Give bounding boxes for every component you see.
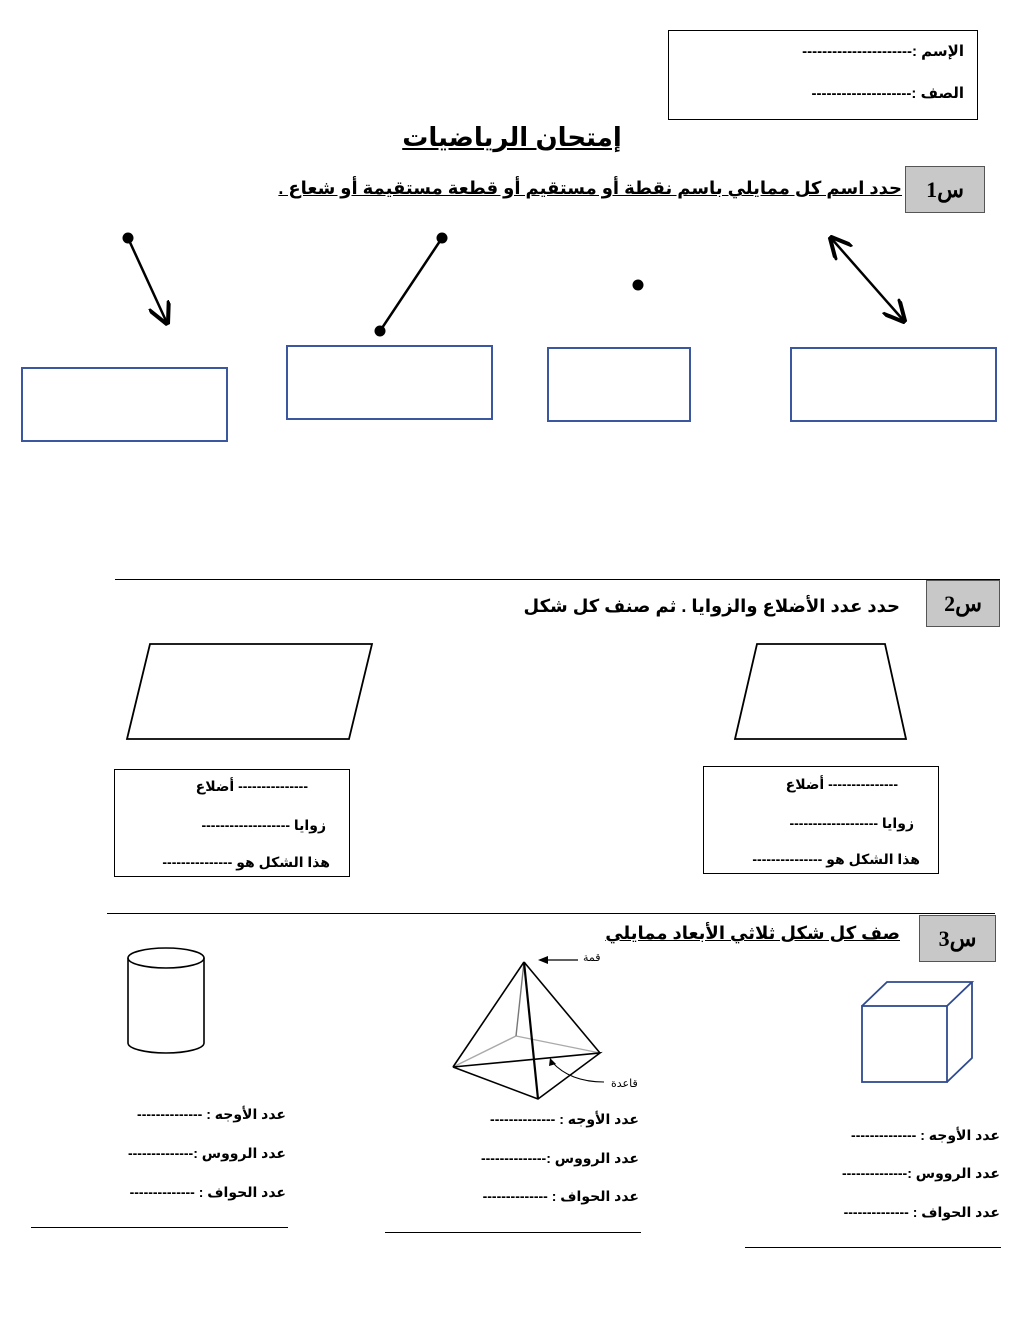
ray-figure (123, 233, 168, 324)
question-1-number: س1 (905, 166, 985, 213)
answer-box-segment[interactable] (286, 345, 493, 420)
cylinder-underline (31, 1227, 288, 1228)
trapezoid-shape (735, 644, 906, 739)
pyramid-vertices-field[interactable]: عدد الرووس :-------------- (480, 1150, 639, 1166)
cube-underline (745, 1247, 1001, 1248)
trapezoid-angles-field[interactable]: زوايا ------------------- (789, 815, 914, 831)
pyramid-base-label: قاعدة (611, 1078, 638, 1090)
section-divider-1 (115, 579, 1000, 580)
section-divider-2 (107, 913, 995, 914)
pyramid-apex-label: قمة (583, 952, 601, 964)
cube-faces-field[interactable]: عدد الأوجه : -------------- (851, 1127, 1000, 1143)
line-figure (831, 238, 904, 321)
parallelogram-sides-field[interactable]: --------------- أضلاع (195, 778, 308, 794)
question-3-text: صف كل شكل ثلاثي الأبعاد ممايلي (605, 923, 900, 943)
pyramid-faces-field[interactable]: عدد الأوجه : -------------- (490, 1111, 639, 1127)
question-2-text: حدد عدد الأضلاع والزوايا . ثم صنف كل شكل (523, 596, 900, 616)
answer-box-point[interactable] (547, 347, 691, 422)
question-3-number: س3 (919, 915, 996, 962)
class-field[interactable]: الصف :-------------------- (811, 85, 964, 102)
cylinder-shape (128, 948, 204, 1053)
cylinder-faces-field[interactable]: عدد الأوجه : -------------- (137, 1106, 286, 1122)
cylinder-edges-field[interactable]: عدد الحواف : -------------- (129, 1184, 286, 1200)
trapezoid-shape-field[interactable]: هذا الشكل هو --------------- (752, 851, 920, 867)
segment-figure (375, 233, 448, 337)
question-1-text: حدد اسم كل ممايلي باسم نقطة أو مستقيم أو قطعة مستقيمة أو شعاع . (278, 178, 902, 198)
answer-box-line[interactable] (790, 347, 997, 422)
pyramid-shape (453, 956, 604, 1099)
parallelogram-shape (127, 644, 372, 739)
trapezoid-sides-field[interactable]: --------------- أضلاع (785, 776, 898, 792)
cube-edges-field[interactable]: عدد الحواف : -------------- (843, 1204, 1000, 1220)
cube-shape (862, 982, 972, 1082)
parallelogram-shape-field[interactable]: هذا الشكل هو --------------- (162, 854, 330, 870)
point-figure (633, 280, 644, 291)
cube-vertices-field[interactable]: عدد الرووس :-------------- (841, 1165, 1000, 1181)
name-field[interactable]: الإسم :---------------------- (802, 43, 964, 60)
answer-box-ray[interactable] (21, 367, 228, 442)
pyramid-edges-field[interactable]: عدد الحواف : -------------- (482, 1188, 639, 1204)
cylinder-vertices-field[interactable]: عدد الرووس :-------------- (127, 1145, 286, 1161)
question-2-number: س2 (926, 580, 1000, 627)
page-title: إمتحان الرياضيات (402, 122, 622, 152)
parallelogram-angles-field[interactable]: زوايا ------------------- (201, 817, 326, 833)
pyramid-underline (385, 1232, 641, 1233)
